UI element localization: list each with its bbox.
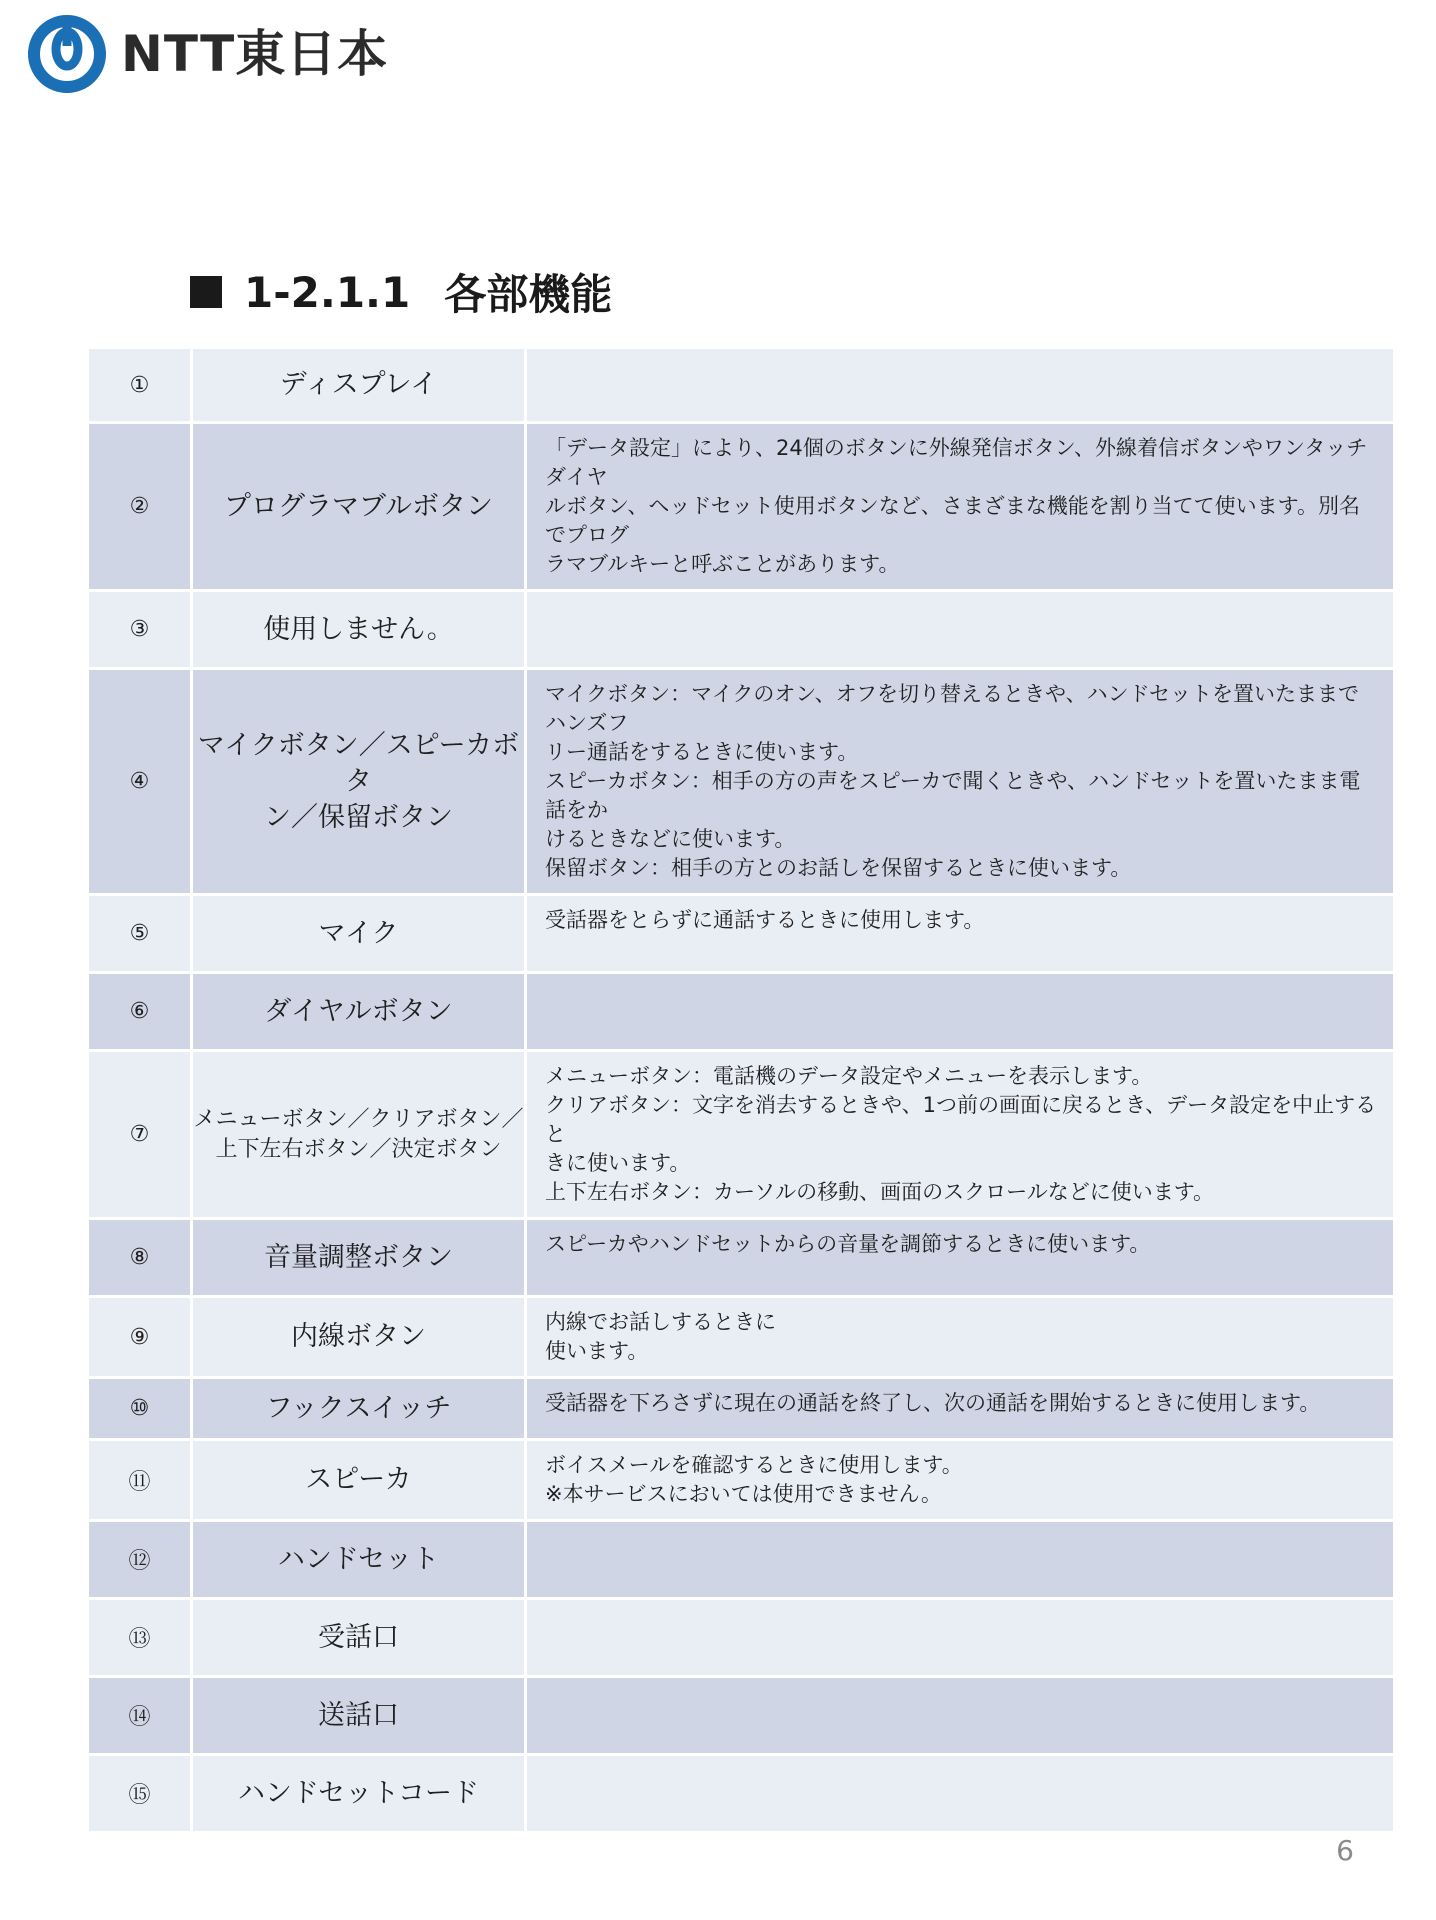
description-line: ルボタン、ヘッドセット使用ボタンなど、さまざまな機能を割り当てて使います。別名でプログ (545, 494, 1361, 547)
component-name: スピーカ (192, 1440, 526, 1521)
row-number: ⑮ (88, 1755, 192, 1833)
table-row (88, 973, 1395, 1051)
table-row (88, 895, 1395, 973)
logo-text: NTT東日本 (121, 25, 389, 83)
table-row (88, 1440, 1395, 1521)
component-description (526, 669, 1395, 895)
table-row (88, 1599, 1395, 1677)
table-row (88, 1755, 1395, 1833)
table-row (88, 1219, 1395, 1297)
function-table (86, 346, 1396, 1834)
component-name: ダイヤルボタン (192, 973, 526, 1051)
description-line: 受話器を下ろさずに現在の通話を終了し、次の通話を開始するときに使用します。 (545, 1391, 1321, 1415)
component-name: マイク (192, 895, 526, 973)
component-description (526, 1297, 1395, 1378)
component-description (526, 348, 1395, 423)
description-line: ラマブルキーと呼ぶことがあります。 (545, 552, 900, 576)
component-description (526, 591, 1395, 669)
description-line: 上下左右ボタン：カーソルの移動、画面のスクロールなどに使います。 (545, 1180, 1215, 1204)
table-row (88, 1051, 1395, 1219)
section-title (190, 262, 612, 322)
description-line: スピーカボタン：相手の方の声をスピーカで聞くときや、ハンドセットを置いたまま電話をか (545, 769, 1361, 822)
component-name: 音量調整ボタン (192, 1219, 526, 1297)
component-description (526, 1677, 1395, 1755)
component-description (526, 423, 1395, 591)
ntt-east-logo (27, 14, 388, 94)
row-number: ⑪ (88, 1440, 192, 1521)
table-row (88, 1378, 1395, 1440)
description-line: 「データ設定」により、24個のボタンに外線発信ボタン、外線着信ボタンやワンタッチダイヤ (545, 436, 1368, 489)
component-name: マイクボタン／スピーカボタ ン／保留ボタン (192, 669, 526, 895)
row-number: ⑩ (88, 1378, 192, 1440)
table-row (88, 348, 1395, 423)
table-row (88, 591, 1395, 669)
row-number: ⑧ (88, 1219, 192, 1297)
page-number: 6 (1336, 1834, 1354, 1867)
table-row (88, 1297, 1395, 1378)
component-description (526, 895, 1395, 973)
description-line: 受話器をとらずに通話するときに使用します。 (545, 908, 985, 932)
row-number: ① (88, 348, 192, 423)
description-line: メニューボタン：電話機のデータ設定やメニューを表示します。 (545, 1064, 1153, 1088)
table-row (88, 669, 1395, 895)
table-row (88, 423, 1395, 591)
component-name: 使用しません。 (192, 591, 526, 669)
row-number: ⑤ (88, 895, 192, 973)
row-number: ⑦ (88, 1051, 192, 1219)
component-description (526, 1599, 1395, 1677)
description-line: ※本サービスにおいては使用できません。 (545, 1482, 942, 1506)
description-line: スピーカやハンドセットからの音量を調節するときに使います。 (545, 1232, 1151, 1256)
component-description (526, 1755, 1395, 1833)
description-line: クリアボタン：文字を消去するときや、1つ前の画面に戻るとき、データ設定を中止すると (545, 1093, 1377, 1146)
component-description (526, 1051, 1395, 1219)
table-row (88, 1677, 1395, 1755)
description-line: けるときなどに使います。 (545, 827, 796, 851)
description-line: リー通話をするときに使います。 (545, 740, 859, 764)
row-number: ⑫ (88, 1521, 192, 1599)
row-number: ② (88, 423, 192, 591)
component-name: ハンドセット (192, 1521, 526, 1599)
section-heading: 各部機能 (444, 270, 613, 319)
row-number: ⑬ (88, 1599, 192, 1677)
component-name: 受話口 (192, 1599, 526, 1677)
component-name: 送話口 (192, 1677, 526, 1755)
table-row (88, 1521, 1395, 1599)
section-number: 1-2.1.1 (244, 267, 411, 317)
component-name: プログラマブルボタン (192, 423, 526, 591)
description-line: 保留ボタン：相手の方とのお話しを保留するときに使います。 (545, 856, 1132, 880)
description-line: 内線でお話しするときに (545, 1310, 776, 1334)
component-name: 内線ボタン (192, 1297, 526, 1378)
description-line: きに使います。 (545, 1151, 691, 1175)
component-name: ディスプレイ (192, 348, 526, 423)
component-name: フックスイッチ (192, 1378, 526, 1440)
row-number: ④ (88, 669, 192, 895)
component-description (526, 1440, 1395, 1521)
row-number: ③ (88, 591, 192, 669)
component-name: ハンドセットコード (192, 1755, 526, 1833)
component-description (526, 1219, 1395, 1297)
component-description (526, 1378, 1395, 1440)
ntt-logo-icon (27, 14, 107, 94)
description-line: ボイスメールを確認するときに使用します。 (545, 1453, 963, 1477)
description-line: マイクボタン：マイクのオン、オフを切り替えるときや、ハンドセットを置いたままでハンズフ (545, 682, 1359, 735)
row-number: ⑨ (88, 1297, 192, 1378)
component-description (526, 1521, 1395, 1599)
component-name: メニューボタン／クリアボタン／ 上下左右ボタン／決定ボタン (192, 1051, 526, 1219)
bullet-square-icon (190, 276, 222, 308)
row-number: ⑭ (88, 1677, 192, 1755)
row-number: ⑥ (88, 973, 192, 1051)
component-description (526, 973, 1395, 1051)
description-line: 使います。 (545, 1339, 649, 1363)
